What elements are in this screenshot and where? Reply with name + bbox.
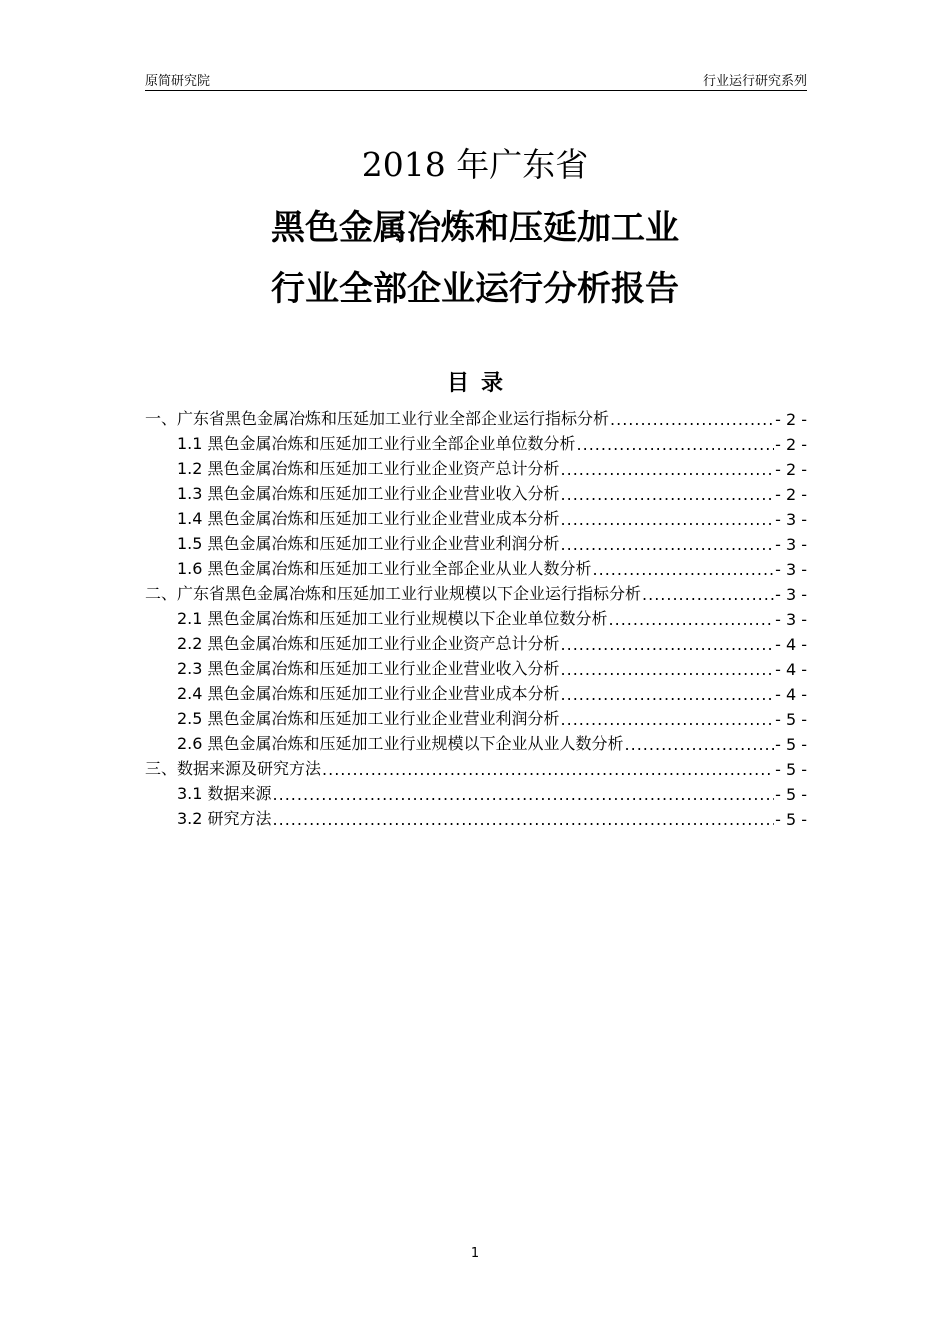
toc-entry-page: - 2 - <box>775 435 807 454</box>
toc-entry-page: - 4 - <box>775 685 807 704</box>
title-line-3: 行业全部企业运行分析报告 <box>271 269 679 309</box>
toc-entry-page: - 2 - <box>775 460 807 479</box>
toc-entry-label: 2.1 黑色金属冶炼和压延加工业行业规模以下企业单位数分析 <box>177 609 608 628</box>
title-line-1: 2018 年广东省 <box>361 145 589 184</box>
toc-dot-leader <box>561 460 775 479</box>
toc-entry[interactable] <box>145 754 807 779</box>
toc-dot-leader <box>577 435 775 454</box>
toc-entry-label: 2.3 黑色金属冶炼和压延加工业行业企业营业收入分析 <box>177 659 560 678</box>
toc-entry[interactable] <box>145 529 807 554</box>
page-header <box>145 66 807 91</box>
toc-dot-leader <box>625 735 775 754</box>
toc-dot-leader <box>322 760 774 779</box>
toc-entry-label: 3.1 数据来源 <box>177 784 272 803</box>
toc-entry[interactable] <box>145 554 807 579</box>
toc-entry-page: - 4 - <box>775 635 807 654</box>
toc-entry-page: - 5 - <box>775 710 807 729</box>
toc-dot-leader <box>561 710 775 729</box>
toc-entry-page: - 3 - <box>775 585 807 604</box>
toc-entry[interactable] <box>145 454 807 479</box>
toc-entry-label: 2.5 黑色金属冶炼和压延加工业行业企业营业利润分析 <box>177 709 560 728</box>
toc-entry[interactable] <box>145 504 807 529</box>
header-organization: 原简研究院 <box>145 74 211 89</box>
toc-entry-page: - 5 - <box>775 810 807 829</box>
toc-entry-page: - 3 - <box>775 510 807 529</box>
toc-dot-leader <box>561 485 775 504</box>
toc-entry[interactable] <box>145 629 807 654</box>
toc-entry[interactable] <box>145 779 807 804</box>
toc-dot-leader <box>561 510 775 529</box>
toc-dot-leader <box>273 810 775 829</box>
toc-entry-page: - 3 - <box>775 560 807 579</box>
toc-entry[interactable] <box>145 579 807 604</box>
toc-entry-label: 三、数据来源及研究方法 <box>145 759 322 778</box>
toc-entry-label: 1.5 黑色金属冶炼和压延加工业行业企业营业利润分析 <box>177 534 560 553</box>
toc-entry-label: 2.4 黑色金属冶炼和压延加工业行业企业营业成本分析 <box>177 684 560 703</box>
title-line-2: 黑色金属冶炼和压延加工业 <box>271 208 679 248</box>
toc-dot-leader <box>561 535 775 554</box>
toc-entry-label: 二、广东省黑色金属冶炼和压延加工业行业规模以下企业运行指标分析 <box>145 584 642 603</box>
toc-entry[interactable] <box>145 604 807 629</box>
page-number: 1 <box>470 1246 480 1261</box>
toc-entry-label: 1.1 黑色金属冶炼和压延加工业行业全部企业单位数分析 <box>177 434 576 453</box>
toc-entry-page: - 3 - <box>775 610 807 629</box>
toc-entry-label: 3.2 研究方法 <box>177 809 272 828</box>
toc-entry[interactable] <box>145 704 807 729</box>
toc-dot-leader <box>610 410 774 429</box>
toc-dot-leader <box>593 560 775 579</box>
toc-entry[interactable] <box>145 429 807 454</box>
toc-dot-leader <box>561 635 775 654</box>
toc-entry-label: 1.4 黑色金属冶炼和压延加工业行业企业营业成本分析 <box>177 509 560 528</box>
toc-entry-page: - 5 - <box>775 735 807 754</box>
toc-entry-page: - 4 - <box>775 660 807 679</box>
toc-entry[interactable] <box>145 654 807 679</box>
toc-entry[interactable] <box>145 479 807 504</box>
toc-heading: 目录 <box>446 371 515 396</box>
toc-entry[interactable] <box>145 729 807 754</box>
toc-entry-label: 1.2 黑色金属冶炼和压延加工业行业企业资产总计分析 <box>177 459 560 478</box>
toc-entry-page: - 2 - <box>775 485 807 504</box>
toc-entry-page: - 5 - <box>775 760 807 779</box>
header-series: 行业运行研究系列 <box>702 74 807 89</box>
toc-dot-leader <box>273 785 775 804</box>
toc-dot-leader <box>561 660 775 679</box>
toc-entry-page: - 2 - <box>775 410 807 429</box>
toc-entry[interactable] <box>145 404 807 429</box>
toc-entry-label: 1.6 黑色金属冶炼和压延加工业行业全部企业从业人数分析 <box>177 559 592 578</box>
toc-entry[interactable] <box>145 679 807 704</box>
toc-entry-page: - 5 - <box>775 785 807 804</box>
toc-entry-label: 1.3 黑色金属冶炼和压延加工业行业企业营业收入分析 <box>177 484 560 503</box>
toc-entry-label: 2.2 黑色金属冶炼和压延加工业行业企业资产总计分析 <box>177 634 560 653</box>
toc-dot-leader <box>642 585 774 604</box>
toc-entry-label: 2.6 黑色金属冶炼和压延加工业行业规模以下企业从业人数分析 <box>177 734 624 753</box>
toc-entry[interactable] <box>145 804 807 829</box>
toc-dot-leader <box>609 610 775 629</box>
toc-entry-label: 一、广东省黑色金属冶炼和压延加工业行业全部企业运行指标分析 <box>145 409 610 428</box>
table-of-contents <box>145 404 807 829</box>
toc-dot-leader <box>561 685 775 704</box>
toc-entry-page: - 3 - <box>775 535 807 554</box>
